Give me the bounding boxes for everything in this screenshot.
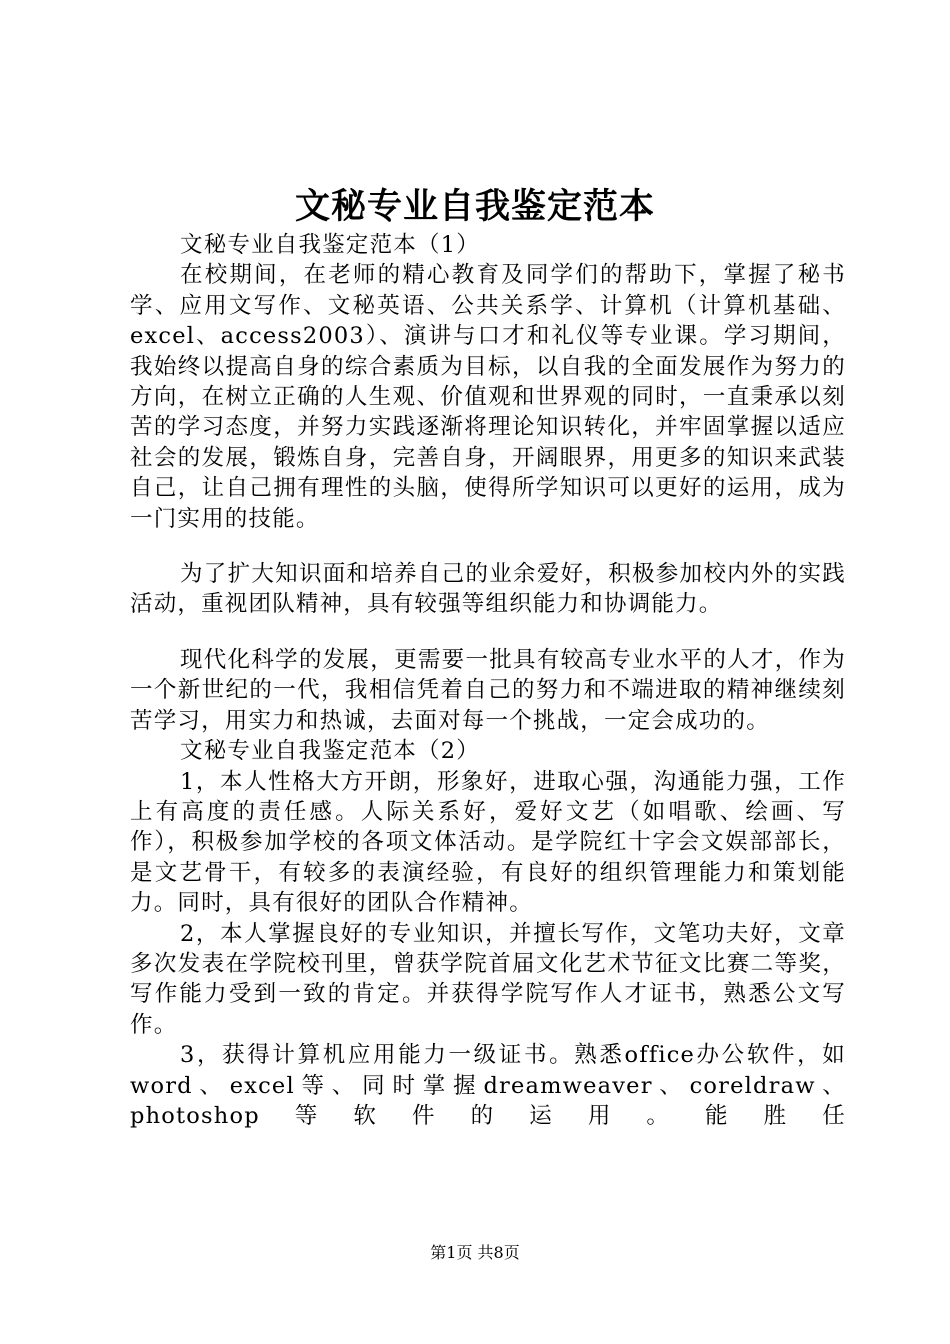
- paragraph-gap: [130, 534, 846, 559]
- paragraph-activities: 为了扩大知识面和培养自己的业余爱好，积极参加校内外的实践活动，重视团队精神，具有较强等组织能力和协调能力。: [130, 561, 846, 618]
- document-body: [130, 230, 846, 1131]
- paragraph-future: 现代化科学的发展，更需要一批具有较高专业水平的人才，作为一个新世纪的一代，我相信凭着自己的努力和不端进取的精神继续刻苦学习，用实力和热诚，去面对每一个挑战，一定会成功的。: [130, 646, 846, 734]
- section-heading-1: 文秘专业自我鉴定范本（1）: [180, 232, 480, 258]
- paragraph-study: 在校期间，在老师的精心教育及同学们的帮助下，掌握了秘书学、应用文写作、文秘英语、公共关系学、计算机（计算机基础、excel、access2003）、演讲与口才和礼仪等专业课。学习期间，我始终以提高自身的综合素质为目标，以自我的全面发展作为努力的方向，在树立正确的人生观、价值观和世界观的同时，一直秉承以刻苦的学习态度，并努力实践逐渐将理论知识转化，并牢固掌握以适应社会的发展，锻炼自身，完善自身，开阔眼界，用更多的知识来武装自己，让自己拥有理性的头脑，使得所学知识可以更好的运用，成为一门实用的技能。: [130, 262, 846, 532]
- paragraph-point-1: 1，本人性格大方开朗，形象好，进取心强，沟通能力强，工作上有高度的责任感。人际关系好，爱好文艺（如唱歌、绘画、写作），积极参加学校的各项文体活动。是学院红十字会文娱部部长，是文艺骨干，有较多的表演经验，有良好的组织管理能力和策划能力。同时，具有很好的团队合作精神。: [130, 768, 846, 917]
- paragraph-point-2: 2，本人掌握良好的专业知识，并擅长写作，文笔功夫好，文章多次发表在学院校刊里，曾获学院首届文化艺术节征文比赛二等奖，写作能力受到一致的肯定。并获得学院写作人才证书，熟悉公文写作。: [130, 920, 846, 1038]
- section-heading-2: 文秘专业自我鉴定范本（2）: [180, 738, 480, 765]
- paragraph-gap: [130, 620, 846, 645]
- paragraph-point-3: 3，获得计算机应用能力一级证书。熟悉office办公软件，如word、excel等、同时掌握dreamweaver、coreldraw、photoshop等软件的运用。能胜任: [130, 1042, 846, 1129]
- document-title: 文秘专业自我鉴定范本: [294, 186, 655, 227]
- page-number: 第1页 共8页: [430, 1243, 520, 1262]
